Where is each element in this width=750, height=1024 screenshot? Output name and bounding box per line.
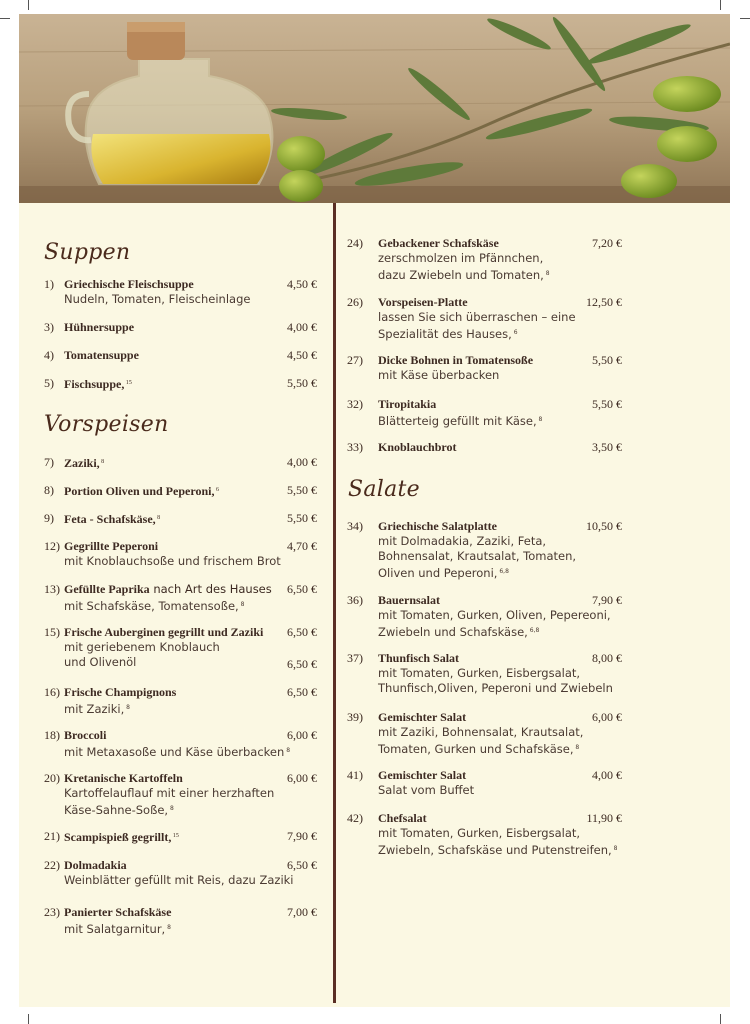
crop-mark	[720, 1014, 721, 1024]
item-number: 18)	[44, 728, 60, 742]
item-description: Kartoffelauflauf mit einer herzhaften	[64, 786, 275, 800]
item-number: 8)	[44, 483, 54, 497]
item-price: 4,50 €	[287, 348, 317, 362]
allergen-code: 8	[155, 515, 161, 521]
allergen-code: 8	[611, 845, 618, 852]
item-name	[64, 771, 183, 786]
item-description: Thunfisch,Oliven, Peperoni und Zwiebeln	[378, 681, 613, 695]
allergen-code: 15	[124, 380, 132, 386]
item-number: 27)	[347, 353, 363, 367]
item-number: 23)	[44, 905, 60, 919]
item-name	[378, 651, 459, 666]
item-name-text: Frische Champignons	[64, 685, 177, 699]
allergen-code: 8	[573, 744, 580, 751]
item-name	[378, 440, 456, 455]
allergen-code: 6	[511, 329, 518, 336]
item-description: mit Schafskäse, Tomatensoße, $^8$	[64, 599, 245, 613]
item-price: 6,50 €	[287, 625, 317, 639]
item-price: 7,00 €	[287, 905, 317, 919]
section-title-vorspeisen: Vorspeisen	[44, 412, 169, 437]
item-description: mit Salatgarnitur, $^8$	[64, 922, 171, 936]
item-price: 3,50 €	[592, 440, 622, 454]
item-description: mit Knoblauchsoße und frischem Brot	[64, 554, 281, 568]
item-description: Zwiebeln und Schafskäse, $^{6,8}$	[378, 625, 540, 639]
menu-item	[330, 440, 630, 459]
item-name-text: Gemischter Salat	[378, 768, 467, 782]
item-name-text: Broccoli	[64, 728, 107, 742]
menu-item	[330, 710, 630, 759]
item-number: 4)	[44, 348, 54, 362]
item-name	[64, 455, 104, 471]
menu-item	[27, 376, 327, 395]
item-name-text: Tomatensuppe	[64, 348, 139, 362]
item-price: 6,00 €	[287, 771, 317, 785]
item-name	[64, 539, 158, 554]
item-name	[64, 320, 134, 335]
menu-item	[27, 320, 327, 339]
item-description: Nudeln, Tomaten, Fleischeinlage	[64, 292, 251, 306]
item-price-secondary: 6,50 €	[287, 657, 317, 671]
item-number: 26)	[347, 295, 363, 309]
item-name	[378, 519, 497, 534]
menu-item	[27, 625, 327, 674]
allergen-code: 8	[168, 805, 174, 812]
item-price: 7,20 €	[592, 236, 622, 250]
item-name-text: Scampispieß gegrillt,	[64, 830, 172, 844]
item-price: 11,90 €	[586, 811, 622, 825]
allergen-code: 8	[284, 747, 291, 754]
menu-item	[27, 348, 327, 367]
item-description: Bohnensalat, Krautsalat, Tomaten,	[378, 549, 577, 563]
menu-item	[27, 511, 327, 530]
section-title-salate: Salate	[348, 477, 421, 502]
item-name	[378, 768, 466, 783]
item-description: mit Metaxasoße und Käse überbacken $^8$	[64, 745, 291, 759]
item-name-text: Frische Auberginen gegrillt und Zaziki	[64, 625, 264, 639]
item-number: 5)	[44, 376, 54, 390]
allergen-code: 8	[536, 416, 543, 423]
item-number: 24)	[347, 236, 363, 250]
item-price: 4,00 €	[287, 320, 317, 334]
item-description: mit Dolmadakia, Zaziki, Feta,	[378, 534, 547, 548]
item-price: 4,50 €	[287, 277, 317, 291]
item-name-text: Fischsuppe,	[64, 377, 125, 391]
item-name-text: Hühnersuppe	[64, 320, 135, 334]
item-description: Blätterteig gefüllt mit Käse, $^8$	[378, 414, 543, 428]
menu-item	[330, 519, 630, 583]
item-name	[64, 348, 139, 363]
item-description: lassen Sie sich überraschen – eine	[378, 310, 576, 324]
allergen-code: 6	[214, 487, 219, 493]
menu-item	[27, 685, 327, 719]
item-name	[378, 353, 533, 368]
allergen-code: 6,8	[527, 627, 540, 634]
item-name-text: Vorspeisen-Platte	[378, 295, 468, 309]
item-name	[64, 905, 171, 920]
menu-item	[27, 483, 327, 502]
item-price: 5,50 €	[592, 397, 622, 411]
item-name	[64, 277, 194, 292]
item-name	[64, 829, 179, 845]
item-description: mit Zaziki, $^8$	[64, 702, 130, 716]
item-name-text: Feta - Schafskäse,	[64, 512, 156, 526]
item-description: zerschmolzen im Pfännchen,	[378, 251, 544, 265]
item-description: Zwiebeln, Schafskäse und Putenstreifen, $^8$	[378, 843, 618, 857]
item-number: 42)	[347, 811, 363, 825]
item-name	[64, 728, 106, 743]
item-name	[378, 593, 440, 608]
menu-item	[27, 582, 327, 616]
item-price: 6,50 €	[287, 685, 317, 699]
item-name-text: Panierter Schafskäse	[64, 905, 172, 919]
item-name	[378, 811, 427, 826]
menu-item	[330, 593, 630, 642]
item-price: 6,50 €	[287, 858, 317, 872]
crop-mark	[0, 18, 10, 19]
menu-item	[27, 771, 327, 820]
item-price: 8,00 €	[592, 651, 622, 665]
item-name	[378, 295, 468, 310]
item-price: 7,90 €	[592, 593, 622, 607]
item-name	[378, 397, 436, 412]
menu-page	[19, 14, 730, 1007]
allergen-code: 8	[543, 270, 550, 277]
item-description: dazu Zwiebeln und Tomaten, $^8$	[378, 268, 550, 282]
item-price: 6,00 €	[287, 728, 317, 742]
item-number: 7)	[44, 455, 54, 469]
item-name-text: Portion Oliven und Peperoni,	[64, 484, 215, 498]
item-description: mit Tomaten, Gurken, Eisbergsalat,	[378, 826, 581, 840]
item-number: 16)	[44, 685, 60, 699]
item-description: mit Zaziki, Bohnensalat, Krautsalat,	[378, 725, 584, 739]
item-name-text: Thunfisch Salat	[378, 651, 460, 665]
allergen-code: 6,8	[497, 568, 509, 575]
olive-oil-banner-image	[19, 14, 730, 203]
item-name	[64, 376, 132, 392]
item-name	[64, 511, 160, 527]
item-number: 9)	[44, 511, 54, 525]
item-name-suffix: nach Art des Hauses	[149, 582, 272, 596]
item-price: 5,50 €	[287, 511, 317, 525]
item-number: 20)	[44, 771, 60, 785]
section-title-suppen: Suppen	[44, 240, 131, 265]
menu-item	[330, 397, 630, 431]
item-description: mit Käse überbacken	[378, 368, 500, 382]
item-price: 5,50 €	[287, 483, 317, 497]
item-name	[378, 710, 466, 725]
crop-mark	[720, 0, 721, 10]
item-number: 37)	[347, 651, 363, 665]
item-name-text: Dolmadakia	[64, 858, 127, 872]
item-name-text: Dicke Bohnen in Tomatensoße	[378, 353, 534, 367]
item-number: 33)	[347, 440, 363, 454]
item-name-text: Gefüllte Paprika	[64, 582, 150, 596]
item-number: 1)	[44, 277, 54, 291]
menu-item	[27, 905, 327, 939]
item-price: 4,70 €	[287, 539, 317, 553]
allergen-code: 8	[165, 924, 171, 931]
item-number: 22)	[44, 858, 60, 872]
item-description: mit geriebenem Knoblauch	[64, 640, 220, 654]
item-name-text: Gegrillte Peperoni	[64, 539, 159, 553]
menu-item	[27, 858, 327, 892]
item-name-text: Gebackener Schafskäse	[378, 236, 499, 250]
item-description: Tomaten, Gurken und Schafskäse, $^8$	[378, 742, 580, 756]
item-number: 3)	[44, 320, 54, 334]
allergen-code: 15	[171, 833, 179, 839]
menu-item	[330, 768, 630, 802]
menu-item	[27, 829, 327, 848]
item-number: 13)	[44, 582, 60, 596]
item-price: 6,50 €	[287, 582, 317, 596]
item-number: 41)	[347, 768, 363, 782]
item-name	[64, 685, 176, 700]
item-price: 4,00 €	[287, 455, 317, 469]
menu-item	[330, 651, 630, 700]
item-description: Weinblätter gefüllt mit Reis, dazu Zaziki	[64, 873, 294, 887]
item-number: 21)	[44, 829, 60, 843]
item-number: 15)	[44, 625, 60, 639]
menu-item	[330, 353, 630, 387]
item-name-text: Chefsalat	[378, 811, 427, 825]
menu-item	[330, 811, 630, 860]
menu-item	[27, 277, 327, 311]
menu-item	[27, 539, 327, 573]
item-price: 5,50 €	[592, 353, 622, 367]
item-price: 5,50 €	[287, 376, 317, 390]
item-price: 7,90 €	[287, 829, 317, 843]
item-description: Spezialität des Hauses, $^6$	[378, 327, 518, 341]
item-number: 36)	[347, 593, 363, 607]
menu-item	[330, 236, 630, 285]
item-price: 12,50 €	[586, 295, 622, 309]
crop-mark	[740, 18, 750, 19]
item-name	[64, 483, 219, 499]
allergen-code: 8	[124, 704, 130, 711]
menu-item	[27, 728, 327, 762]
crop-mark	[28, 1014, 29, 1024]
item-number: 32)	[347, 397, 363, 411]
item-price: 4,00 €	[592, 768, 622, 782]
item-name-text: Gemischter Salat	[378, 710, 467, 724]
item-name-text: Zaziki,	[64, 456, 100, 470]
item-number: 12)	[44, 539, 60, 553]
allergen-code: 8	[238, 601, 245, 608]
allergen-code: 8	[99, 459, 105, 465]
item-number: 39)	[347, 710, 363, 724]
item-name-text: Knoblauchbrot	[378, 440, 457, 454]
menu-item	[27, 455, 327, 474]
item-name	[64, 582, 272, 597]
item-name-text: Bauernsalat	[378, 593, 441, 607]
item-number: 34)	[347, 519, 363, 533]
crop-mark	[28, 0, 29, 10]
item-description: mit Tomaten, Gurken, Oliven, Pepereoni,	[378, 608, 611, 622]
item-name-text: Griechische Fleischsuppe	[64, 277, 194, 291]
item-price: 6,00 €	[592, 710, 622, 724]
item-name	[64, 858, 127, 873]
item-description: und Olivenöl	[64, 655, 137, 669]
menu-item	[330, 295, 630, 344]
item-name	[64, 625, 263, 640]
item-description: Salat vom Buffet	[378, 783, 475, 797]
item-description: Käse-Sahne-Soße, $^8$	[64, 803, 174, 817]
item-description: mit Tomaten, Gurken, Eisbergsalat,	[378, 666, 581, 680]
item-description: Oliven und Peperoni, $^{6,8}$	[378, 566, 509, 580]
item-name-text: Tiropitakia	[378, 397, 437, 411]
item-name	[378, 236, 499, 251]
item-name-text: Griechische Salatplatte	[378, 519, 497, 533]
item-price: 10,50 €	[586, 519, 622, 533]
item-name-text: Kretanische Kartoffeln	[64, 771, 183, 785]
